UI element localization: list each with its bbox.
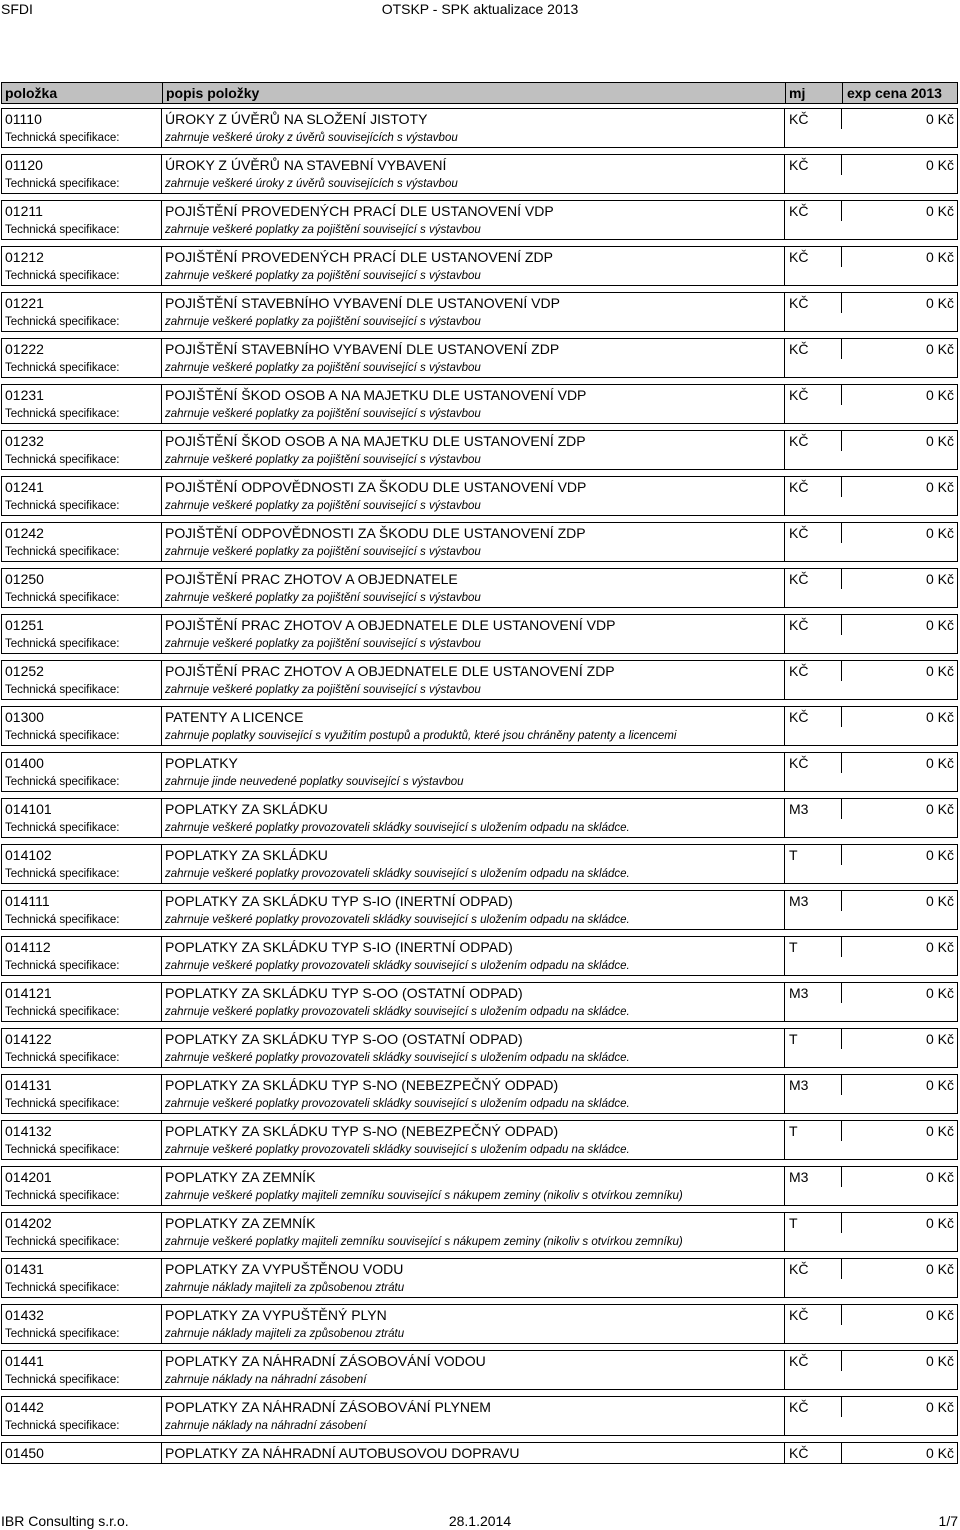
item-description: POPLATKY ZA VYPUŠTĚNÝ PLYN xyxy=(161,1305,784,1325)
item-code: 01232 xyxy=(1,431,161,451)
item-description: POJIŠTĚNÍ ODPOVĚDNOSTI ZA ŠKODU DLE USTANOVENÍ VDP xyxy=(161,477,784,497)
item-description: POPLATKY ZA ZEMNÍK xyxy=(161,1213,784,1233)
item-specification: zahrnuje jinde neuvedené poplatky související s výstavbou xyxy=(161,773,784,791)
item-price: 0 Kč xyxy=(841,477,958,497)
item-main-row xyxy=(1,1396,958,1417)
item-main-row xyxy=(1,660,958,681)
item-main-row xyxy=(1,1120,958,1141)
item-code: 01120 xyxy=(1,155,161,175)
item-spec-row xyxy=(1,1003,958,1022)
table-row xyxy=(1,568,958,614)
spec-label: Technická specifikace: xyxy=(1,589,161,607)
item-unit: KČ xyxy=(784,385,841,405)
spec-label: Technická specifikace: xyxy=(1,1325,161,1343)
item-specification: zahrnuje veškeré poplatky provozovateli skládky související s uložením odpadu na skládce. xyxy=(161,1095,784,1113)
spec-label: Technická specifikace: xyxy=(1,1371,161,1389)
item-code: 01250 xyxy=(1,569,161,589)
item-spec-row xyxy=(1,1371,958,1390)
item-spec-row xyxy=(1,497,958,516)
item-code: 014101 xyxy=(1,799,161,819)
item-description: POJIŠTĚNÍ PROVEDENÝCH PRACÍ DLE USTANOVENÍ VDP xyxy=(161,201,784,221)
item-description: POPLATKY ZA SKLÁDKU xyxy=(161,799,784,819)
item-code: 014122 xyxy=(1,1029,161,1049)
item-description: POJIŠTĚNÍ ŠKOD OSOB A NA MAJETKU DLE USTANOVENÍ VDP xyxy=(161,385,784,405)
item-code: 01431 xyxy=(1,1259,161,1279)
table-row xyxy=(1,844,958,890)
item-price: 0 Kč xyxy=(841,523,958,543)
item-spec-row xyxy=(1,405,958,424)
item-price: 0 Kč xyxy=(841,293,958,313)
spec-label: Technická specifikace: xyxy=(1,681,161,699)
item-code: 01300 xyxy=(1,707,161,727)
item-price: 0 Kč xyxy=(841,1305,958,1325)
item-specification: zahrnuje poplatky související s využitím postupů a produktů, které jsou chráněny patenty a licencemi xyxy=(161,727,784,745)
footer-company: IBR Consulting s.r.o. xyxy=(1,1513,129,1529)
item-code: 01441 xyxy=(1,1351,161,1371)
spec-label: Technická specifikace: xyxy=(1,405,161,423)
item-price: 0 Kč xyxy=(841,753,958,773)
item-code: 01110 xyxy=(1,109,161,129)
item-main-row xyxy=(1,200,958,221)
column-header-code: položka xyxy=(5,85,58,101)
item-main-row xyxy=(1,154,958,175)
spec-label: Technická specifikace: xyxy=(1,1003,161,1021)
item-specification: zahrnuje náklady na náhradní zásobení xyxy=(161,1371,784,1389)
item-specification: zahrnuje veškeré poplatky provozovateli skládky související s uložením odpadu na skládce. xyxy=(161,865,784,883)
item-unit: KČ xyxy=(784,155,841,175)
header-left-text: SFDI xyxy=(1,1,33,17)
item-spec-row xyxy=(1,267,958,286)
column-header-description: popis položky xyxy=(162,83,785,103)
item-unit: KČ xyxy=(784,339,841,359)
item-main-row xyxy=(1,1166,958,1187)
item-unit: KČ xyxy=(784,109,841,129)
table-row xyxy=(1,1166,958,1212)
item-unit: KČ xyxy=(784,293,841,313)
spec-label: Technická specifikace: xyxy=(1,911,161,929)
item-price: 0 Kč xyxy=(841,1443,958,1463)
item-main-row xyxy=(1,476,958,497)
item-code: 01450 xyxy=(1,1443,161,1463)
item-code: 01231 xyxy=(1,385,161,405)
item-description: POPLATKY ZA VYPUŠTĚNOU VODU xyxy=(161,1259,784,1279)
item-price: 0 Kč xyxy=(841,247,958,267)
item-code: 01251 xyxy=(1,615,161,635)
spec-label: Technická specifikace: xyxy=(1,773,161,791)
item-price: 0 Kč xyxy=(841,385,958,405)
table-row xyxy=(1,108,958,154)
item-spec-row xyxy=(1,773,958,792)
table-row xyxy=(1,154,958,200)
item-description: POPLATKY xyxy=(161,753,784,773)
item-spec-row xyxy=(1,819,958,838)
item-description: POJIŠTĚNÍ PRAC ZHOTOV A OBJEDNATELE xyxy=(161,569,784,589)
item-code: 01212 xyxy=(1,247,161,267)
item-unit: KČ xyxy=(784,1305,841,1325)
item-description: POPLATKY ZA SKLÁDKU TYP S-OO (OSTATNÍ ODPAD) xyxy=(161,983,784,1003)
spec-label: Technická specifikace: xyxy=(1,221,161,239)
item-code: 014102 xyxy=(1,845,161,865)
item-main-row xyxy=(1,292,958,313)
item-specification: zahrnuje veškeré poplatky majiteli zemníku související s nákupem zeminy (nikoliv s otvírkou zemníku) xyxy=(161,1187,784,1205)
item-specification: zahrnuje náklady majiteli za způsobenou ztrátu xyxy=(161,1325,784,1343)
item-spec-row xyxy=(1,1141,958,1160)
item-price: 0 Kč xyxy=(841,569,958,589)
item-specification: zahrnuje náklady majiteli za způsobenou ztrátu xyxy=(161,1279,784,1297)
item-specification: zahrnuje veškeré poplatky provozovateli skládky související s uložením odpadu na skládce. xyxy=(161,1141,784,1159)
item-spec-row xyxy=(1,1233,958,1252)
item-specification: zahrnuje veškeré poplatky za pojištění související s výstavbou xyxy=(161,221,784,239)
item-main-row xyxy=(1,430,958,451)
spec-label: Technická specifikace: xyxy=(1,1233,161,1251)
item-unit: KČ xyxy=(784,477,841,497)
item-main-row xyxy=(1,1028,958,1049)
item-spec-row xyxy=(1,1095,958,1114)
item-spec-row xyxy=(1,451,958,470)
item-code: 014131 xyxy=(1,1075,161,1095)
table-body xyxy=(1,108,958,1488)
item-main-row xyxy=(1,338,958,359)
table-row xyxy=(1,660,958,706)
item-main-row xyxy=(1,844,958,865)
item-unit: KČ xyxy=(784,523,841,543)
item-main-row xyxy=(1,522,958,543)
item-specification: zahrnuje veškeré poplatky provozovateli skládky související s uložením odpadu na skládce. xyxy=(161,1049,784,1067)
item-unit: M3 xyxy=(784,983,841,1003)
item-price: 0 Kč xyxy=(841,983,958,1003)
header-title: OTSKP - SPK aktualizace 2013 xyxy=(381,1,579,17)
item-description: POPLATKY ZA SKLÁDKU TYP S-IO (INERTNÍ ODPAD) xyxy=(161,891,784,911)
item-specification: zahrnuje veškeré poplatky za pojištění související s výstavbou xyxy=(161,359,784,377)
item-unit: KČ xyxy=(784,201,841,221)
item-description: POPLATKY ZA NÁHRADNÍ AUTOBUSOVOU DOPRAVU xyxy=(161,1443,784,1463)
item-description: POPLATKY ZA SKLÁDKU TYP S-IO (INERTNÍ ODPAD) xyxy=(161,937,784,957)
item-main-row xyxy=(1,568,958,589)
spec-label: Technická specifikace: xyxy=(1,957,161,975)
item-specification: zahrnuje veškeré úroky z úvěrů souvisejících s výstavbou xyxy=(161,175,784,193)
item-code: 014202 xyxy=(1,1213,161,1233)
table-row xyxy=(1,292,958,338)
item-description: POPLATKY ZA SKLÁDKU TYP S-NO (NEBEZPEČNÝ ODPAD) xyxy=(161,1075,784,1095)
item-main-row xyxy=(1,1350,958,1371)
item-price: 0 Kč xyxy=(841,937,958,957)
spec-label: Technická specifikace: xyxy=(1,1141,161,1159)
item-specification: zahrnuje veškeré poplatky za pojištění související s výstavbou xyxy=(161,635,784,653)
item-unit: KČ xyxy=(784,615,841,635)
item-unit: KČ xyxy=(784,1351,841,1371)
item-price: 0 Kč xyxy=(841,1121,958,1141)
item-main-row xyxy=(1,890,958,911)
item-price: 0 Kč xyxy=(841,891,958,911)
item-spec-row xyxy=(1,1325,958,1344)
item-unit: T xyxy=(784,937,841,957)
item-spec-row xyxy=(1,543,958,562)
item-code: 01222 xyxy=(1,339,161,359)
item-description: POJIŠTĚNÍ STAVEBNÍHO VYBAVENÍ DLE USTANOVENÍ ZDP xyxy=(161,339,784,359)
item-description: POJIŠTĚNÍ ODPOVĚDNOSTI ZA ŠKODU DLE USTANOVENÍ ZDP xyxy=(161,523,784,543)
spec-label: Technická specifikace: xyxy=(1,1049,161,1067)
item-specification: zahrnuje veškeré poplatky za pojištění související s výstavbou xyxy=(161,405,784,423)
item-spec-row xyxy=(1,175,958,194)
item-main-row xyxy=(1,614,958,635)
item-description: POJIŠTĚNÍ PROVEDENÝCH PRACÍ DLE USTANOVENÍ ZDP xyxy=(161,247,784,267)
item-price: 0 Kč xyxy=(841,615,958,635)
item-spec-row xyxy=(1,727,958,746)
spec-label: Technická specifikace: xyxy=(1,1095,161,1113)
item-price: 0 Kč xyxy=(841,109,958,129)
spec-label: Technická specifikace: xyxy=(1,635,161,653)
item-main-row xyxy=(1,1074,958,1095)
item-price: 0 Kč xyxy=(841,845,958,865)
item-unit: KČ xyxy=(784,431,841,451)
item-specification: zahrnuje veškeré poplatky majiteli zemníku související s nákupem zeminy (nikoliv s otvírkou zemníku) xyxy=(161,1233,784,1251)
item-main-row xyxy=(1,1212,958,1233)
table-header-row xyxy=(1,82,958,104)
table-row xyxy=(1,1212,958,1258)
item-main-row xyxy=(1,384,958,405)
item-description: POPLATKY ZA SKLÁDKU xyxy=(161,845,784,865)
item-specification: zahrnuje veškeré poplatky provozovateli skládky související s uložením odpadu na skládce. xyxy=(161,957,784,975)
item-price: 0 Kč xyxy=(841,1029,958,1049)
item-spec-row xyxy=(1,635,958,654)
item-unit: KČ xyxy=(784,569,841,589)
item-spec-row xyxy=(1,1417,958,1436)
item-main-row xyxy=(1,108,958,129)
item-code: 01241 xyxy=(1,477,161,497)
spec-label: Technická specifikace: xyxy=(1,129,161,147)
spec-label: Technická specifikace: xyxy=(1,267,161,285)
item-unit: KČ xyxy=(784,1397,841,1417)
item-specification: zahrnuje veškeré poplatky za pojištění související s výstavbou xyxy=(161,589,784,607)
item-price: 0 Kč xyxy=(841,1075,958,1095)
table-row xyxy=(1,338,958,384)
item-spec-row xyxy=(1,589,958,608)
item-specification: zahrnuje veškeré poplatky za pojištění související s výstavbou xyxy=(161,313,784,331)
item-description: POPLATKY ZA SKLÁDKU TYP S-NO (NEBEZPEČNÝ ODPAD) xyxy=(161,1121,784,1141)
item-specification: zahrnuje veškeré úroky z úvěrů souvisejících s výstavbou xyxy=(161,129,784,147)
table-row xyxy=(1,246,958,292)
item-code: 01252 xyxy=(1,661,161,681)
table-row xyxy=(1,614,958,660)
spec-label: Technická specifikace: xyxy=(1,1279,161,1297)
spec-label: Technická specifikace: xyxy=(1,543,161,561)
table-row xyxy=(1,982,958,1028)
item-unit: M3 xyxy=(784,1075,841,1095)
item-spec-row xyxy=(1,359,958,378)
item-spec-row xyxy=(1,1279,958,1298)
item-unit: KČ xyxy=(784,247,841,267)
page-footer xyxy=(0,1512,960,1530)
item-code: 014132 xyxy=(1,1121,161,1141)
item-main-row xyxy=(1,706,958,727)
table-row xyxy=(1,706,958,752)
table-row xyxy=(1,752,958,798)
item-description: POPLATKY ZA NÁHRADNÍ ZÁSOBOVÁNÍ PLYNEM xyxy=(161,1397,784,1417)
item-price: 0 Kč xyxy=(841,1259,958,1279)
table-row xyxy=(1,936,958,982)
table-row xyxy=(1,1028,958,1074)
item-code: 01432 xyxy=(1,1305,161,1325)
item-code: 01400 xyxy=(1,753,161,773)
item-price: 0 Kč xyxy=(841,201,958,221)
table-row xyxy=(1,476,958,522)
item-specification: zahrnuje veškeré poplatky za pojištění související s výstavbou xyxy=(161,451,784,469)
item-price: 0 Kč xyxy=(841,431,958,451)
item-specification: zahrnuje veškeré poplatky provozovateli skládky související s uložením odpadu na skládce. xyxy=(161,911,784,929)
item-unit: KČ xyxy=(784,1443,841,1463)
item-specification: zahrnuje veškeré poplatky za pojištění související s výstavbou xyxy=(161,543,784,561)
table-row xyxy=(1,1258,958,1304)
item-description: ÚROKY Z ÚVĚRŮ NA SLOŽENÍ JISTOTY xyxy=(161,109,784,129)
item-spec-row xyxy=(1,129,958,148)
table-row xyxy=(1,1304,958,1350)
spec-label: Technická specifikace: xyxy=(1,175,161,193)
spec-label: Technická specifikace: xyxy=(1,451,161,469)
item-spec-row xyxy=(1,911,958,930)
item-unit: M3 xyxy=(784,799,841,819)
item-main-row xyxy=(1,752,958,773)
item-spec-row xyxy=(1,957,958,976)
item-description: PATENTY A LICENCE xyxy=(161,707,784,727)
item-price: 0 Kč xyxy=(841,155,958,175)
item-main-row xyxy=(1,1304,958,1325)
item-specification: zahrnuje veškeré poplatky provozovateli skládky související s uložením odpadu na skládce. xyxy=(161,1003,784,1021)
item-description: POPLATKY ZA NÁHRADNÍ ZÁSOBOVÁNÍ VODOU xyxy=(161,1351,784,1371)
item-main-row xyxy=(1,1258,958,1279)
item-description: POJIŠTĚNÍ PRAC ZHOTOV A OBJEDNATELE DLE USTANOVENÍ ZDP xyxy=(161,661,784,681)
table-row xyxy=(1,430,958,476)
item-code: 014111 xyxy=(1,891,161,911)
item-price: 0 Kč xyxy=(841,661,958,681)
item-unit: KČ xyxy=(784,1259,841,1279)
item-description: POJIŠTĚNÍ PRAC ZHOTOV A OBJEDNATELE DLE USTANOVENÍ VDP xyxy=(161,615,784,635)
item-unit: T xyxy=(784,1029,841,1049)
item-code: 01242 xyxy=(1,523,161,543)
spec-label: Technická specifikace: xyxy=(1,727,161,745)
item-unit: T xyxy=(784,1213,841,1233)
item-description: POJIŠTĚNÍ STAVEBNÍHO VYBAVENÍ DLE USTANOVENÍ VDP xyxy=(161,293,784,313)
item-specification: zahrnuje veškeré poplatky za pojištění související s výstavbou xyxy=(161,267,784,285)
item-price: 0 Kč xyxy=(841,1397,958,1417)
item-spec-row xyxy=(1,865,958,884)
item-main-row xyxy=(1,982,958,1003)
footer-page-number: 1/7 xyxy=(938,1513,958,1529)
spec-label: Technická specifikace: xyxy=(1,359,161,377)
item-code: 014201 xyxy=(1,1167,161,1187)
item-price: 0 Kč xyxy=(841,1167,958,1187)
spec-label: Technická specifikace: xyxy=(1,819,161,837)
item-code: 01221 xyxy=(1,293,161,313)
table-row xyxy=(1,1396,958,1442)
footer-date: 28.1.2014 xyxy=(448,1513,512,1529)
item-spec-row xyxy=(1,681,958,700)
item-main-row xyxy=(1,246,958,267)
item-unit: M3 xyxy=(784,1167,841,1187)
table-row xyxy=(1,890,958,936)
spec-label: Technická specifikace: xyxy=(1,497,161,515)
item-price: 0 Kč xyxy=(841,339,958,359)
table-row xyxy=(1,1442,958,1488)
items-table xyxy=(1,82,958,1488)
item-price: 0 Kč xyxy=(841,1351,958,1371)
item-spec-row xyxy=(1,1187,958,1206)
column-header-unit: mj xyxy=(785,83,842,103)
page-header xyxy=(0,0,960,20)
spec-label: Technická specifikace: xyxy=(1,865,161,883)
item-price: 0 Kč xyxy=(841,799,958,819)
item-description: POJIŠTĚNÍ ŠKOD OSOB A NA MAJETKU DLE USTANOVENÍ ZDP xyxy=(161,431,784,451)
item-code: 01211 xyxy=(1,201,161,221)
item-main-row xyxy=(1,798,958,819)
table-row xyxy=(1,522,958,568)
item-main-row xyxy=(1,1442,958,1464)
item-price: 0 Kč xyxy=(841,707,958,727)
item-spec-row xyxy=(1,1049,958,1068)
table-row xyxy=(1,1074,958,1120)
item-unit: M3 xyxy=(784,891,841,911)
item-spec-row xyxy=(1,221,958,240)
item-unit: T xyxy=(784,1121,841,1141)
spec-label: Technická specifikace: xyxy=(1,1417,161,1435)
item-code: 01442 xyxy=(1,1397,161,1417)
spec-label: Technická specifikace: xyxy=(1,1187,161,1205)
item-code: 014121 xyxy=(1,983,161,1003)
item-specification: zahrnuje veškeré poplatky provozovateli skládky související s uložením odpadu na skládce. xyxy=(161,819,784,837)
table-row xyxy=(1,384,958,430)
item-description: POPLATKY ZA ZEMNÍK xyxy=(161,1167,784,1187)
item-description: POPLATKY ZA SKLÁDKU TYP S-OO (OSTATNÍ ODPAD) xyxy=(161,1029,784,1049)
column-header-price: exp cena 2013 xyxy=(842,83,957,103)
spec-label: Technická specifikace: xyxy=(1,313,161,331)
item-specification: zahrnuje veškeré poplatky za pojištění související s výstavbou xyxy=(161,681,784,699)
item-specification: zahrnuje náklady na náhradní zásobení xyxy=(161,1417,784,1435)
table-row xyxy=(1,1350,958,1396)
item-main-row xyxy=(1,936,958,957)
item-unit: KČ xyxy=(784,707,841,727)
item-unit: KČ xyxy=(784,661,841,681)
item-specification: zahrnuje veškeré poplatky za pojištění související s výstavbou xyxy=(161,497,784,515)
table-row xyxy=(1,798,958,844)
table-row xyxy=(1,200,958,246)
item-unit: KČ xyxy=(784,753,841,773)
table-row xyxy=(1,1120,958,1166)
item-code: 014112 xyxy=(1,937,161,957)
item-description: ÚROKY Z ÚVĚRŮ NA STAVEBNÍ VYBAVENÍ xyxy=(161,155,784,175)
item-unit: T xyxy=(784,845,841,865)
item-spec-row xyxy=(1,313,958,332)
item-price: 0 Kč xyxy=(841,1213,958,1233)
